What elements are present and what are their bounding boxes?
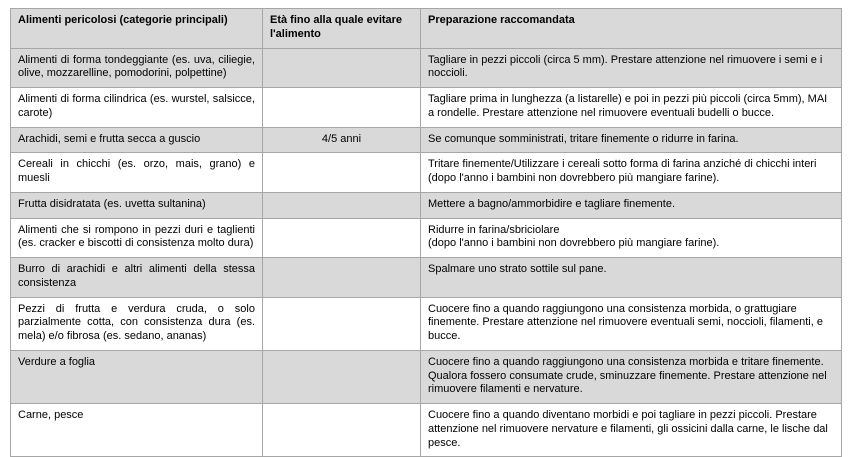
table-row bbox=[11, 297, 842, 350]
table-header bbox=[11, 9, 842, 49]
table-row bbox=[11, 192, 842, 218]
cell-food: Verdure a foglia bbox=[11, 350, 263, 403]
cell-food: Alimenti di forma tondeggiante (es. uva, ciliegie, olive, mozzarelline, pomodorini, polpettine) bbox=[11, 48, 263, 88]
table-row bbox=[11, 218, 842, 258]
table-row bbox=[11, 48, 842, 88]
cell-preparation: Cuocere fino a quando raggiungono una consistenza morbida, o grattugiare finemente. Prestare attenzione nel rimuovere eventuali semi, noccioli, filamenti, e bucce. bbox=[421, 297, 842, 350]
cell-food: Cereali in chicchi (es. orzo, mais, grano) e muesli bbox=[11, 153, 263, 193]
cell-age bbox=[263, 350, 421, 403]
column-header-food: Alimenti pericolosi (categorie principali) bbox=[11, 9, 263, 49]
cell-preparation: Se comunque somministrati, tritare finemente o ridurre in farina. bbox=[421, 127, 842, 153]
cell-preparation: Cuocere fino a quando diventano morbidi e poi tagliare in pezzi piccoli. Prestare attenzione nel rimuovere nervature e filamenti, gli ossicini dalla carne, le lische dal pesce. bbox=[421, 404, 842, 457]
cell-age bbox=[263, 404, 421, 457]
table-row bbox=[11, 350, 842, 403]
dangerous-foods-table bbox=[10, 8, 842, 457]
cell-preparation: Tritare finemente/Utilizzare i cereali sotto forma di farina anziché di chicchi interi (dopo l'anno i bambini non dovrebbero più mangiare farine). bbox=[421, 153, 842, 193]
cell-age bbox=[263, 88, 421, 128]
table-row bbox=[11, 127, 842, 153]
table-row bbox=[11, 153, 842, 193]
table-row bbox=[11, 258, 842, 298]
cell-preparation: Tagliare prima in lunghezza (a listarelle) e poi in pezzi più piccoli (circa 5mm), MAI a rondelle. Prestare attenzione nel rimuovere eventuali budelli o bucce. bbox=[421, 88, 842, 128]
cell-preparation: Tagliare in pezzi piccoli (circa 5 mm). Prestare attenzione nel rimuovere i semi e i noccioli. bbox=[421, 48, 842, 88]
cell-food: Carne, pesce bbox=[11, 404, 263, 457]
table-row bbox=[11, 404, 842, 457]
cell-preparation: Cuocere fino a quando raggiungono una consistenza morbida e tritare finemente. Qualora fossero consumate crude, sminuzzare finemente. Prestare attenzione nel rimuovere filamenti e nervature. bbox=[421, 350, 842, 403]
cell-food: Arachidi, semi e frutta secca a guscio bbox=[11, 127, 263, 153]
column-header-age: Età fino alla quale evitare l'alimento bbox=[263, 9, 421, 49]
cell-age bbox=[263, 297, 421, 350]
cell-age bbox=[263, 218, 421, 258]
cell-age bbox=[263, 192, 421, 218]
cell-age bbox=[263, 153, 421, 193]
cell-age: 4/5 anni bbox=[263, 127, 421, 153]
column-header-preparation: Preparazione raccomandata bbox=[421, 9, 842, 49]
table-row bbox=[11, 88, 842, 128]
cell-food: Alimenti che si rompono in pezzi duri e taglienti (es. cracker e biscotti di consistenza molto dura) bbox=[11, 218, 263, 258]
cell-preparation: Spalmare uno strato sottile sul pane. bbox=[421, 258, 842, 298]
table-header-row bbox=[11, 9, 842, 49]
cell-food: Alimenti di forma cilindrica (es. wurstel, salsicce, carote) bbox=[11, 88, 263, 128]
cell-age bbox=[263, 48, 421, 88]
cell-age bbox=[263, 258, 421, 298]
table-body bbox=[11, 48, 842, 457]
cell-preparation: Mettere a bagno/ammorbidire e tagliare finemente. bbox=[421, 192, 842, 218]
cell-food: Pezzi di frutta e verdura cruda, o solo parzialmente cotta, con consistenza dura (es. mela) e/o fibrosa (es. sedano, ananas) bbox=[11, 297, 263, 350]
cell-food: Frutta disidratata (es. uvetta sultanina) bbox=[11, 192, 263, 218]
cell-preparation: Ridurre in farina/sbriciolare (dopo l'anno i bambini non dovrebbero più mangiare farine). bbox=[421, 218, 842, 258]
cell-food: Burro di arachidi e altri alimenti della stessa consistenza bbox=[11, 258, 263, 298]
